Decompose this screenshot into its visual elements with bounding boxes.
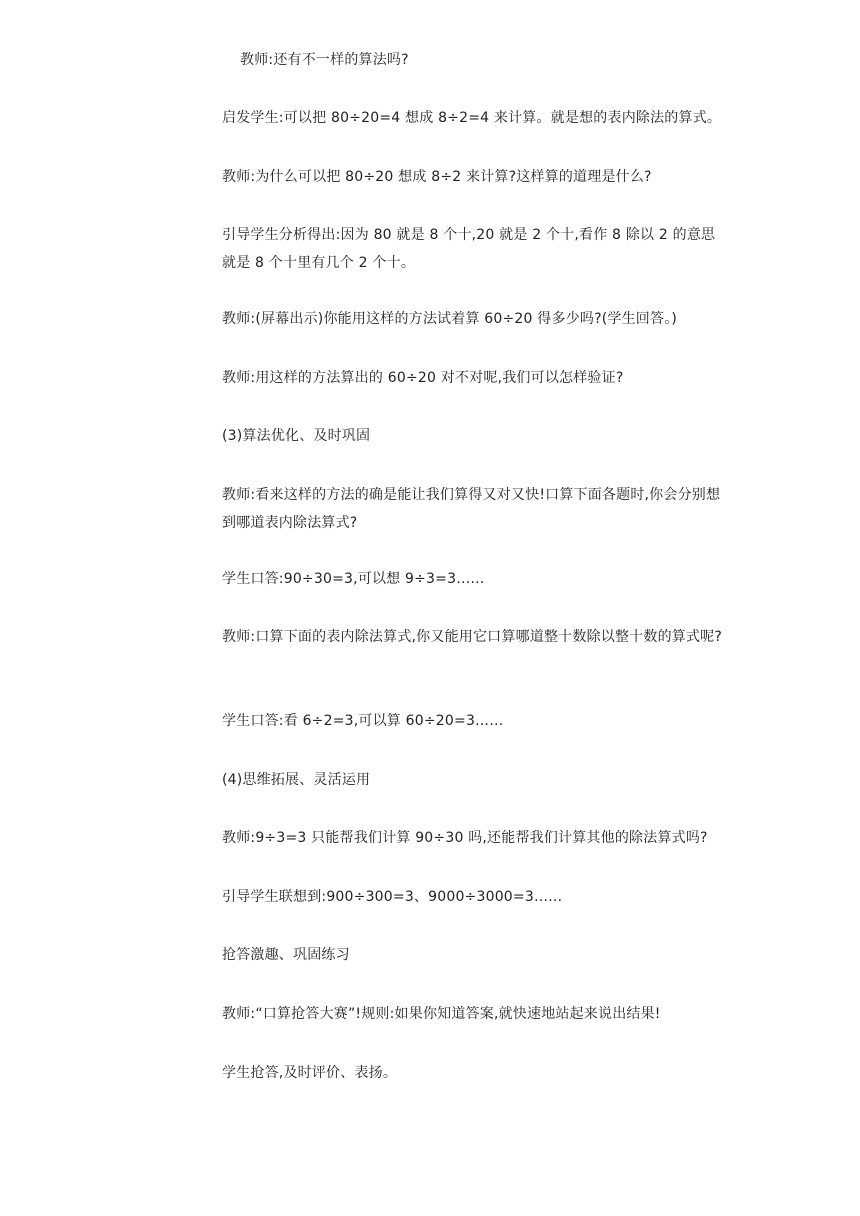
paragraph-11: 教师:9÷3=3 只能帮我们计算 90÷30 吗,还能帮我们计算其他的除法算式吗?	[222, 830, 708, 846]
paragraph-13: 教师:“口算抢答大赛”!规则:如果你知道答案,就快速地站起来说出结果!	[222, 1006, 661, 1022]
paragraph-10: 学生口答:看 6÷2=3,可以算 60÷20=3……	[222, 713, 504, 729]
paragraph-5: 教师:(屏幕出示)你能用这样的方法试着算 60÷20 得多少吗?(学生回答。)	[222, 311, 678, 327]
section-heading-3: (3)算法优化、及时巩固	[222, 428, 371, 444]
paragraph-7: 教师:看来这样的方法的确是能让我们算得又对又快!口算下面各题时,你会分别想到哪道表内除法算式?	[222, 487, 721, 531]
paragraph-9: 教师:口算下面的表内除法算式,你又能用它口算哪道整十数除以整十数的算式呢?	[222, 629, 722, 645]
paragraph-14: 学生抢答,及时评价、表扬。	[222, 1065, 398, 1081]
paragraph-3: 教师:为什么可以把 80÷20 想成 8÷2 来计算?这样算的道理是什么?	[222, 169, 652, 185]
paragraph-6: 教师:用这样的方法算出的 60÷20 对不对呢,我们可以怎样验证?	[222, 370, 624, 386]
section-heading-4: (4)思维拓展、灵活运用	[222, 772, 371, 788]
paragraph-1: 教师:还有不一样的算法吗?	[240, 52, 409, 68]
paragraph-8: 学生口答:90÷30=3,可以想 9÷3=3……	[222, 571, 485, 587]
section-heading-5: 抢答激趣、巩固练习	[222, 947, 350, 963]
paragraph-12: 引导学生联想到:900÷300=3、9000÷3000=3……	[222, 889, 563, 905]
paragraph-4: 引导学生分析得出:因为 80 就是 8 个十,20 就是 2 个十,看作 8 除以 2 的意思就是 8 个十里有几个 2 个十。	[222, 227, 716, 271]
paragraph-2: 启发学生:可以把 80÷20=4 想成 8÷2=4 来计算。就是想的表内除法的算式。	[222, 110, 722, 126]
